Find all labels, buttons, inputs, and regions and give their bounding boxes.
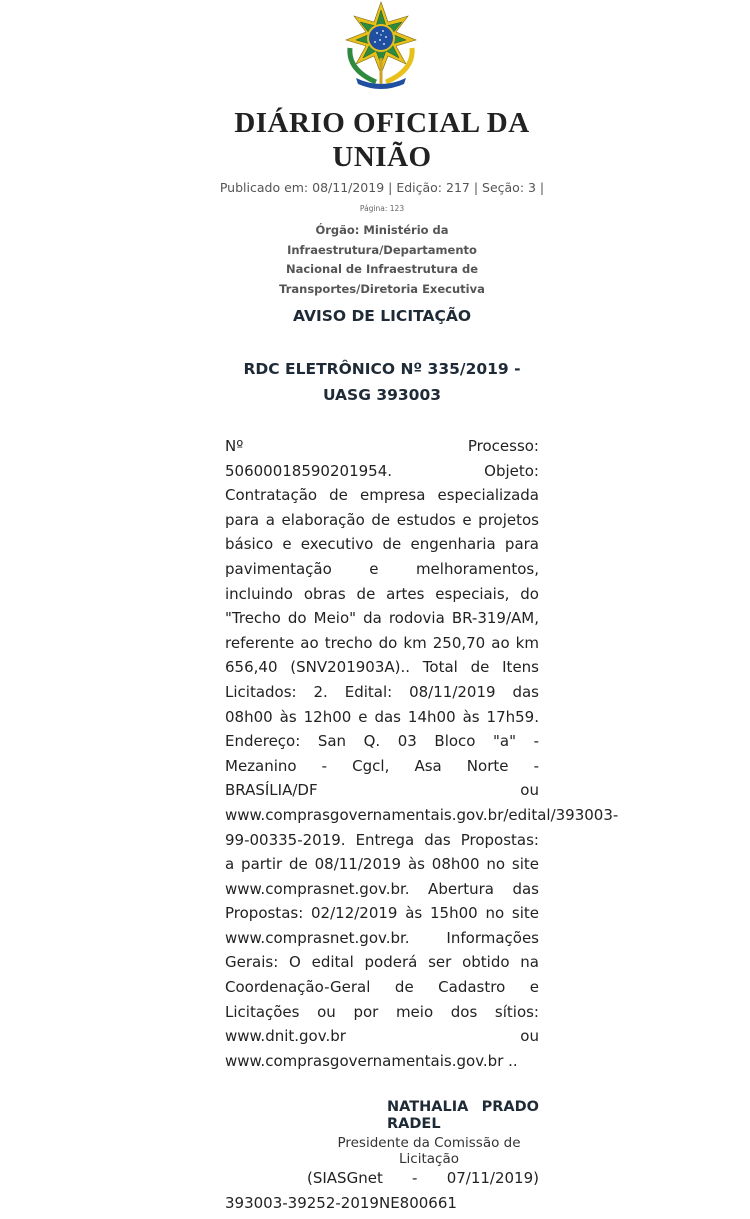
body-line: incluindo obras de artes especiais, do <box>225 584 539 603</box>
rdc-line-2: UASG 393003 <box>322 385 442 404</box>
rdc-line-1: RDC ELETRÔNICO Nº 335/2019 - <box>243 360 521 378</box>
body-line: www.comprasnet.gov.br. Informações <box>225 928 539 947</box>
body-line: para a elaboração de estudos e projetos <box>225 510 539 529</box>
page-info: Página: 123 <box>359 204 405 213</box>
body-line: 656,40 (SNV201903A).. Total de Itens <box>225 658 539 677</box>
body-line: Licitações ou por meio dos sítios: <box>225 1002 539 1021</box>
signatory-role <box>330 1136 528 1167</box>
body-line: Coordenação-Geral de Cadastro e <box>225 978 539 997</box>
body-line: pavimentação e melhoramentos, <box>225 559 539 578</box>
siasg-line-2: 393003-39252-2019NE800661 <box>225 1193 457 1212</box>
siasg-line-1: (SIASGnet - 07/11/2019) <box>307 1169 539 1187</box>
body-line: Nº Processo: <box>225 437 539 455</box>
body-line: Contratação de empresa especializada <box>225 486 539 505</box>
orgao-block <box>222 221 542 299</box>
body-line: básico e executivo de engenharia para <box>225 535 539 554</box>
signatory-name-line-2: RADEL <box>387 1115 441 1132</box>
notice-heading: AVISO DE LICITAÇÃO <box>293 307 471 325</box>
title-line-2: UNIÃO <box>332 141 432 173</box>
body-line: "Trecho do Meio" da rodovia BR-319/AM, <box>225 609 539 628</box>
body-line: 50600018590201954. Objeto: <box>225 461 539 480</box>
body-line: 08h00 às 12h00 e das 14h00 às 17h59. <box>225 707 539 726</box>
body-line: a partir de 08/11/2019 às 08h00 no site <box>225 855 539 874</box>
body-line: BRASÍLIA/DF ou <box>225 781 539 800</box>
publication-title <box>225 106 539 174</box>
signatory-role-line-1: Presidente da Comissão de <box>337 1135 521 1151</box>
signatory-name-line-1: NATHALIA PRADO <box>387 1099 539 1115</box>
body-line-url: www.comprasgovernamentais.gov.br/edital/393003- <box>225 805 619 824</box>
rdc-heading <box>225 357 539 408</box>
siasg-reference <box>225 1166 539 1215</box>
title-line-1: DIÁRIO OFICIAL DA <box>234 107 530 139</box>
body-line: www.comprasnet.gov.br. Abertura das <box>225 879 539 898</box>
body-line-last: www.comprasgovernamentais.gov.br .. <box>225 1051 518 1070</box>
notice-body <box>225 434 619 1073</box>
body-line: referente ao trecho do km 250,70 ao km <box>225 633 539 652</box>
body-line: Gerais: O edital poderá ser obtido na <box>225 953 539 972</box>
body-line: www.dnit.gov.br ou <box>225 1027 539 1046</box>
signatory-name <box>387 1099 539 1132</box>
body-line: Licitados: 2. Edital: 08/11/2019 das <box>225 682 539 701</box>
body-line: 99-00335-2019. Entrega das Propostas: <box>225 830 539 849</box>
body-line: Mezanino - Cgcl, Asa Norte - <box>225 756 539 775</box>
signatory-role-line-2: Licitação <box>399 1150 459 1167</box>
orgao-line-2: Nacional de Infraestrutura de <box>285 262 479 276</box>
publication-info: Publicado em: 08/11/2019 | Edição: 217 | Seção: 3 | <box>219 180 545 195</box>
orgao-line-3: Transportes/Diretoria Executiva <box>279 281 485 296</box>
body-line: Propostas: 02/12/2019 às 15h00 no site <box>225 904 539 923</box>
brazil-coat-of-arms-icon <box>336 0 426 90</box>
orgao-line-1: Órgão: Ministério da Infraestrutura/Departamento <box>287 223 477 257</box>
body-line: Endereço: San Q. 03 Bloco "a" - <box>225 732 539 751</box>
